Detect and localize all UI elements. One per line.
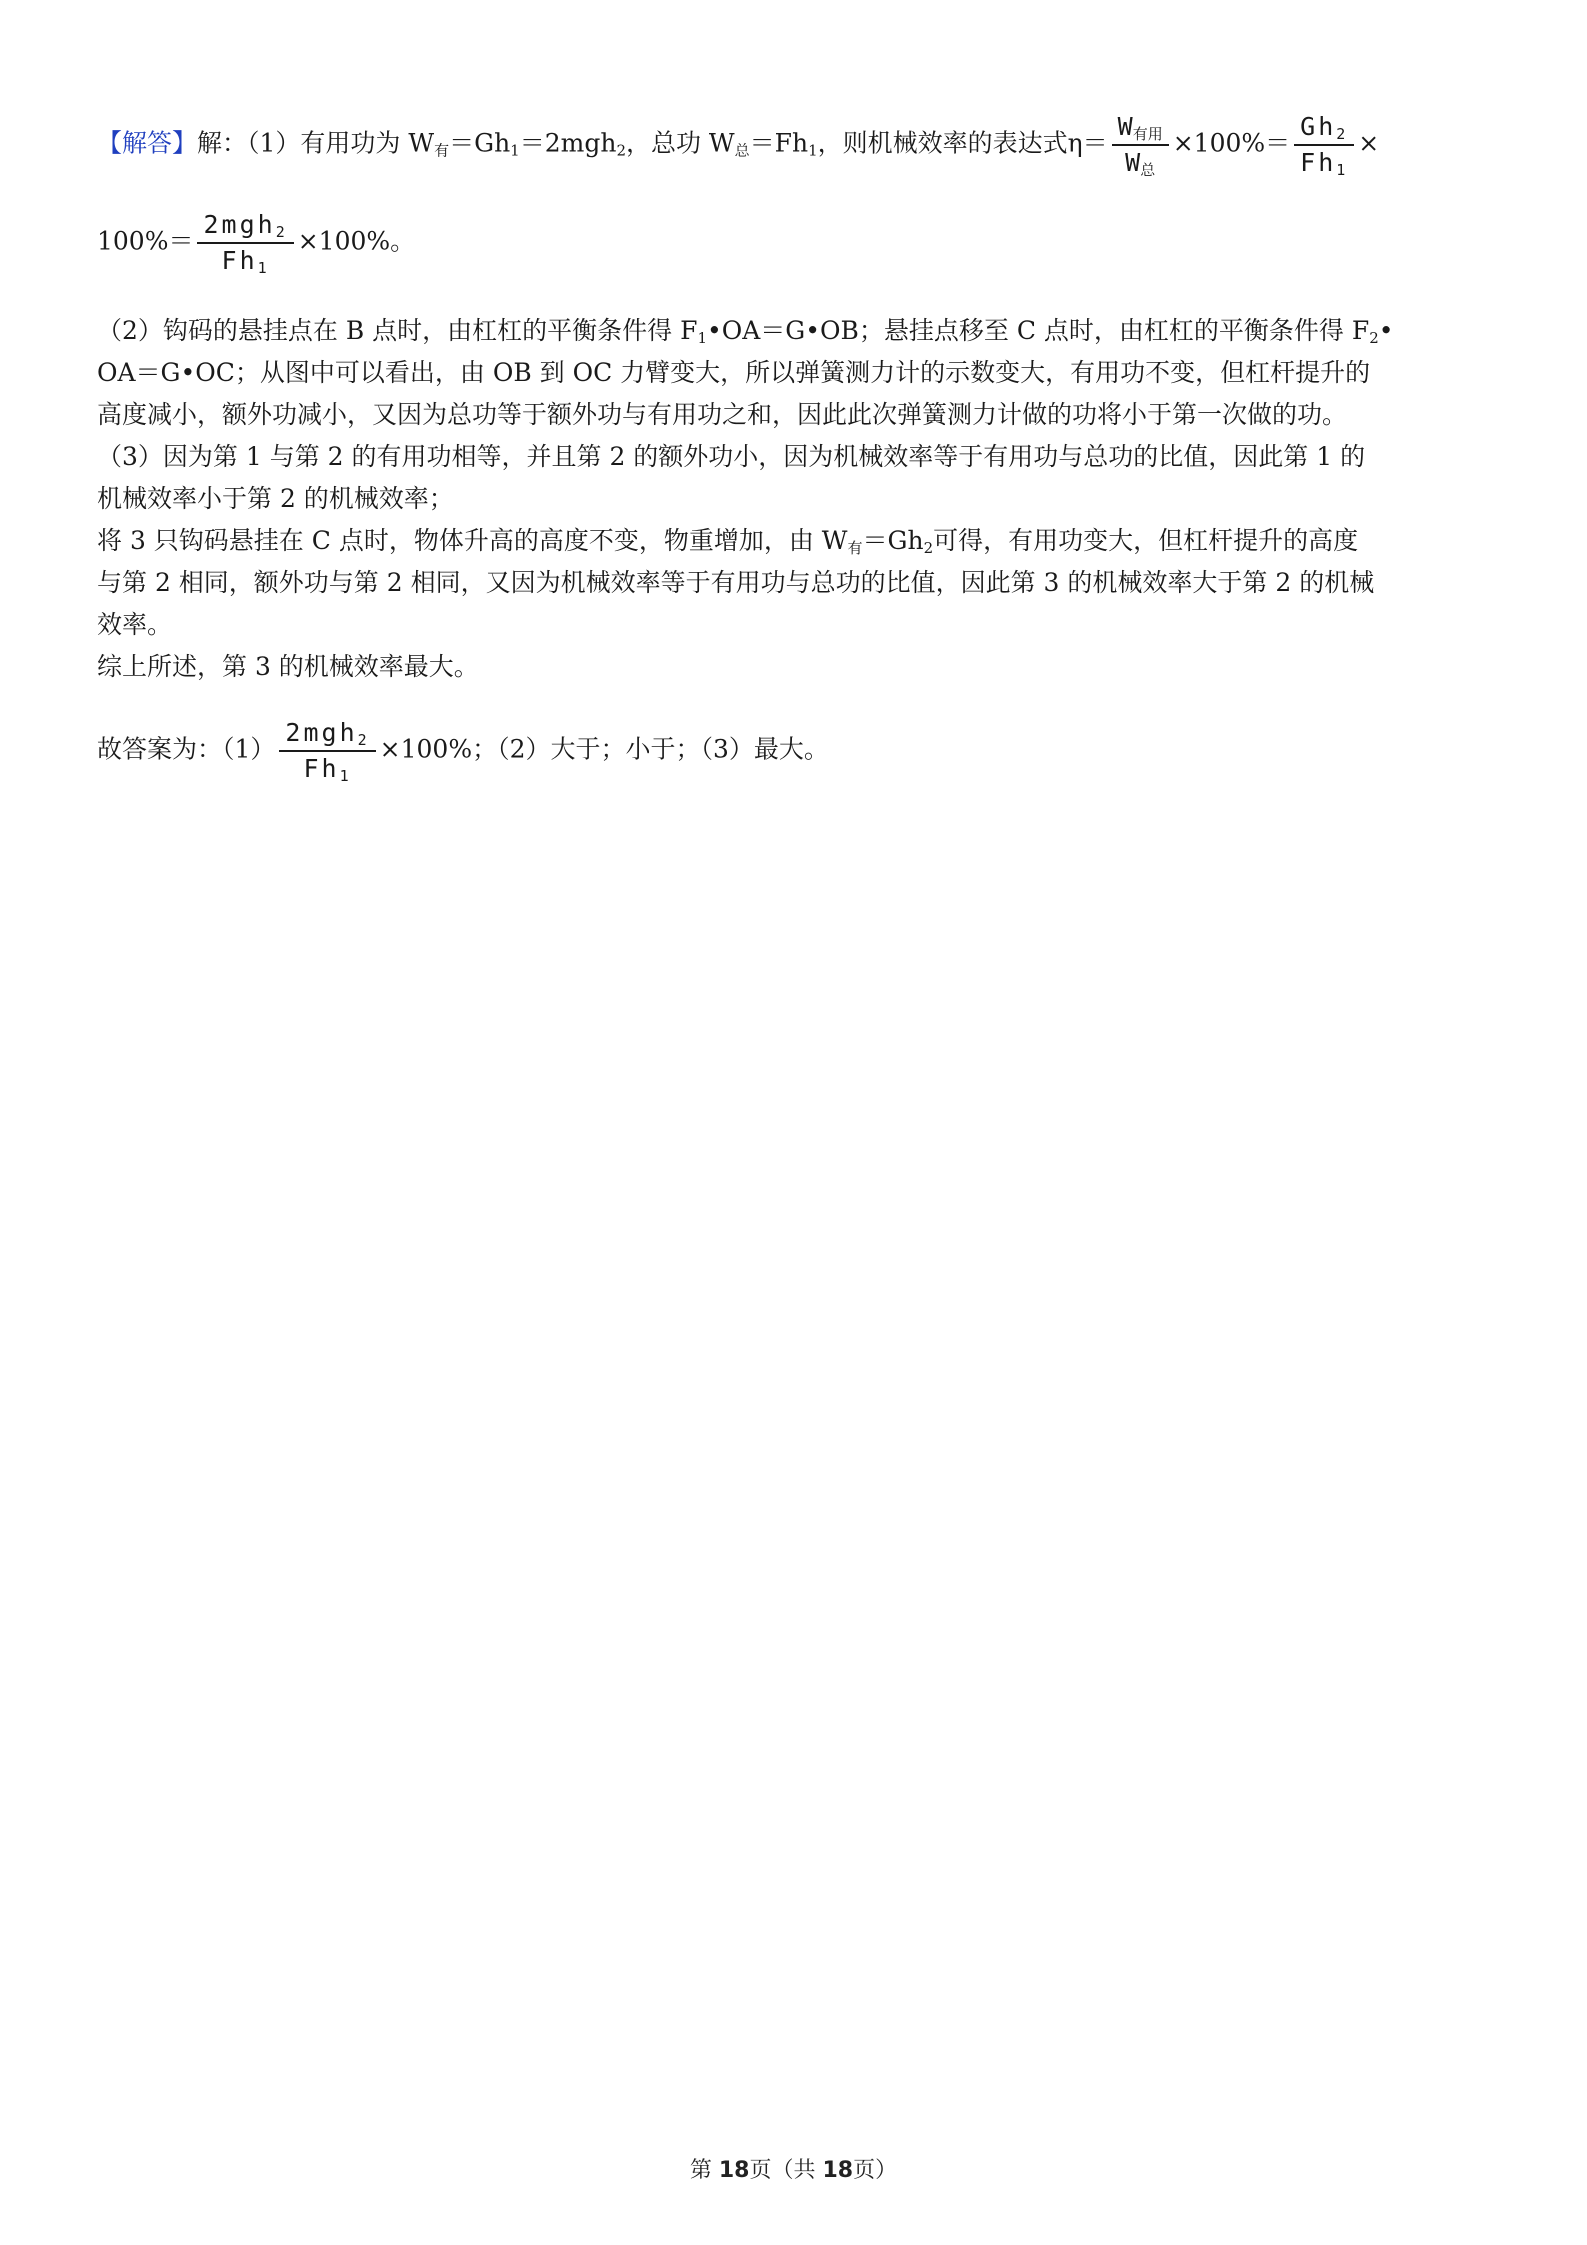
fraction-denominator: $Fh_1$ [303, 754, 352, 785]
part2-line-3: 高度减小，额外功减小，又因为总功等于额外功与有用功之和，因此此次弹簧测力计做的功将小于第一次做的功。 [97, 400, 1348, 429]
answer-fraction [279, 716, 375, 786]
mgh-fraction [197, 208, 293, 278]
fraction-numerator: $W_{有用}$ [1112, 110, 1169, 146]
page-total: 18 [822, 2158, 854, 2183]
text: ＝Fh [749, 128, 809, 158]
text: 解：（1）有用功为 W [197, 128, 435, 158]
part4-line-3: 效率。 [97, 610, 173, 639]
text: ＝Gh [449, 128, 511, 158]
efficiency-fraction [1112, 110, 1169, 180]
solution-content [97, 110, 1497, 796]
fraction-denominator: $Fh_1$ [221, 246, 270, 277]
text: 100%＝ [97, 226, 194, 256]
part4-line-1: 将 3 只钩码悬挂在 C 点时，物体升高的高度不变，物重增加，由 $W_有=Gh_2$可得，有用功变大，但杠杆提升的高度 [97, 526, 1359, 557]
part2-line-2: OA＝G•OC；从图中可以看出，由 OB 到 OC 力臂变大，所以弹簧测力计的示数变大，有用功不变，但杠杆提升的 [97, 358, 1371, 387]
fraction-numerator: 2mgh$_2$ [197, 208, 293, 244]
subscript: 1 [510, 141, 520, 160]
subscript: 2 [616, 141, 626, 160]
fraction-denominator: $W_总$ [1125, 148, 1156, 179]
part3-line-2: 机械效率小于第 2 的机械效率； [97, 484, 454, 513]
summary-line: 综上所述，第 3 的机械效率最大。 [97, 652, 479, 681]
page-number: 18 [718, 2158, 750, 2183]
text: ＝2mgh [519, 128, 617, 158]
part2-line-1: （2）钩码的悬挂点在 B 点时，由杠杠的平衡条件得 $F_1•OA=G•OB$；悬挂点移至 C 点时，由杠杠的平衡条件得 $F_2•$ [97, 316, 1394, 347]
fraction-numerator: 2mgh$_2$ [279, 716, 375, 752]
text: 故答案为：（1） [97, 734, 276, 764]
text: ×100%。 [297, 226, 416, 256]
gh-fraction [1294, 110, 1354, 180]
text: ×100%＝ [1172, 128, 1291, 158]
subscript: 有 [434, 141, 450, 160]
solution-line-1 [97, 110, 1497, 180]
page-footer: 第 18页（共 18页） [689, 2158, 898, 2183]
subscript: 总 [734, 141, 750, 160]
part4-line-2: 与第 2 相同，额外功与第 2 相同，又因为机械效率等于有用功与总功的比值，因此第 3 的机械效率大于第 2 的机械 [97, 568, 1375, 597]
text: ×100%；（2）大于；小于；（3）最大。 [379, 734, 829, 764]
text: ，则机械效率的表达式η＝ [817, 128, 1108, 158]
fraction-numerator: $Gh_2$ [1294, 110, 1354, 146]
text: ，总功 W [625, 128, 735, 158]
text: × [1358, 128, 1380, 158]
answer-tag: 【解答】 [97, 128, 198, 158]
final-answer-line [97, 716, 1497, 786]
subscript: 1 [808, 141, 818, 160]
part3-line-1: （3）因为第 1 与第 2 的有用功相等，并且第 2 的额外功小，因为机械效率等于有用功与总功的比值，因此第 1 的 [97, 442, 1366, 471]
fraction-denominator: $Fh_1$ [1300, 148, 1349, 179]
solution-line-2 [97, 208, 1497, 278]
